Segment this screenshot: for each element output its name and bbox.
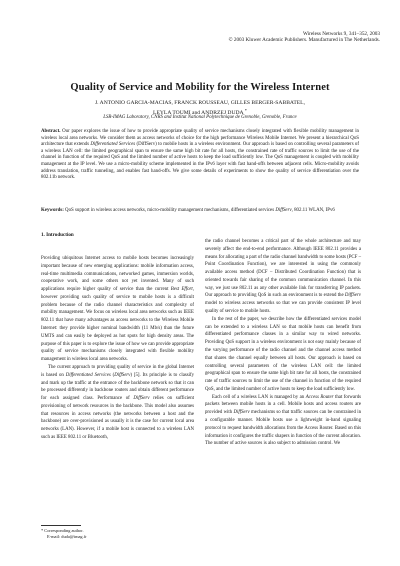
paper-title: Quality of Service and Mobility for the Wireless Internet (70, 82, 330, 93)
left-p2-b: ( (110, 372, 115, 378)
section-heading-introduction: 1. Introduction (41, 232, 74, 238)
abstract-text-2: (DiffServ) to mobile hosts in a wireless environment. Our approach is based on controlling several parameters of a wireless LAN cell: the limited geographical span to ensure the same high bit rate for all hosts, the constrained rate of traffic sources to limit the use of the channel in function of the required QoS and the limited number of active hosts to keep the load sufficiently low. The QoS management is coupled with mobility management at the IP level. We use a micro-mobility scheme implemented in the IPv6 layer with fast hand-offs between adjacent cells. Micro-mobility avoids address translation, traffic tunneling, and enables fast hand-offs. We give some details of experiments to show the quality of service differentiation over the 802.11b network. (41, 142, 359, 181)
keywords-label: Keywords: (41, 208, 64, 213)
right-p1-text: the radio channel becomes a critical part of the whole architecture and may severely affect the end-to-end performance. Although IEEE 802.11 provides a means for allocating a part of the radio channel bandwidth to some hosts (PCF – Point Coordination Function), we are interested in using the commonly available access method (DCF – Distributed Coordination Function) that is oriented towards fair sharing of the common communication channel. In this way, we just use 802.11 as any other available link for transferring IP packets. Our approach to providing QoS in such an environment is to extend the (205, 239, 361, 299)
keywords-italic: DiffServ (275, 208, 292, 213)
paragraph (41, 364, 194, 442)
right-column (205, 238, 361, 448)
footnote-line-1: * Corresponding author. (41, 528, 84, 533)
authors-line-1: J. ANTONIO GARCIA-MACIAS, FRANCK ROUSSEAU, GILLES BERGER-SABBATEL, (95, 100, 305, 106)
abstract (41, 129, 359, 182)
left-p1-rest: , however providing such quality of service to mobile hosts is a difficult problem because of the radio channel characteristics and complexity of mobility management. We focus on wireless local area networks such as IEEE 802.11 that have many advantages as access networks to the Wireless Mobile Internet: they provide higher nominal bandwidth (11 Mb/s) than the future UMTS and can easily be deployed as hot spots for high density areas. The purpose of this paper is to explore the issue of how we can provide appropriate quality of service mechanisms closely integrated with flexible mobility management in wireless local area networks. (41, 287, 194, 363)
footnote-rule (41, 525, 81, 526)
right-p2-text: In the rest of the paper, we describe how the differentiated services model can be extended to a wireless LAN so that mobile hosts can benefit from differentiated performance classes in a similar way to wired networks. Providing QoS support in a wireless environment is not easy mainly because of the varying performance of the radio channel and the channel access method that shares the channel equally between all hosts. Our approach is based on controlling several parameters of the wireless LAN cell: the limited geographical span to ensure the same high bit rate for all hosts, the constrained rate of traffic sources to limit the use of the channel in function of the required QoS, and the limited number of active hosts to keep the load sufficiently low. (205, 316, 361, 392)
left-p2-d: relies on sufficient provisioning of network resources in the backbone. This model also assumes that resources in access networks (the networks between a host and the backbone) are over-provisioned as usually it is the case for current local area networks (LAN). However, if a mobile host is connected to a wireless LAN such as IEEE 802.11 or Bluetooth, (41, 396, 194, 440)
right-p3-a: Each cell of a wireless LAN is managed by an (212, 394, 306, 400)
paragraph (205, 238, 361, 316)
paragraph (205, 316, 361, 394)
keywords (41, 208, 359, 215)
left-column (41, 255, 194, 442)
left-p2-c: ) [5]. Its principle is to classify and mark up the traffic at the entrance of the backbone network so that it can be processed differently in backbone routers and obtain different performance for each assigned class. Performance of (41, 372, 194, 402)
right-p3-b: that forwards packets between mobile hosts in a cell. Mobile hosts and access routers are provided with (205, 394, 361, 416)
affiliation: LSR-IMAG Laboratory, CNRS and Institut National Polytechnique de Grenoble, Grenoble, France (103, 115, 297, 120)
right-p1-italic: DiffServ (344, 293, 361, 299)
abstract-text-1: Our paper explores the issue of how to provide appropriate quality of service mechanisms closely integrated with flexible mobility management in wireless local area networks. We consider them as access networks of choice for the high performance Wireless Mobile Internet. We present a hierarchical QoS architecture that extends (41, 129, 359, 148)
left-p2-a: The current approach to providing quality of service in the global Internet is based on (41, 364, 194, 378)
footnote-email: E-mail: duda@imag.fr (47, 534, 87, 540)
paragraph (41, 255, 194, 364)
right-p1-rest: model to wireless access networks so that we can provide consistent IP level quality of service to mobile hosts. (205, 301, 361, 315)
journal-header (229, 31, 380, 44)
abstract-label: Abstract. (41, 129, 61, 134)
authors-line-2-text: LEYLA TOUMI and ANDRZEJ DUDA (153, 110, 244, 116)
right-p3-c: mechanisms so that traffic sources can be constrained in a configurable manner. Mobile hosts use a lightweight in-band signaling protocol to request bandwidth allocations from the Access Router. Based on this information it configures the traffic shapers in function of the current allocation. The number of active sources is also subject to admission control. We (205, 410, 361, 447)
left-p2-italic-1: Differentiated Services (65, 372, 111, 378)
right-p3-italic-1: Access Router (305, 394, 334, 400)
keywords-text-2: , 802.11 WLAN, IPv6 (291, 208, 335, 213)
left-p2-italic-3: DiffServ (133, 396, 150, 402)
journal-citation: Wireless Networks 9, 341–352, 2003 (302, 31, 380, 37)
footnote (41, 528, 87, 540)
right-p3-italic-2: DiffServ (233, 410, 250, 416)
corresponding-author-mark: * (244, 108, 247, 114)
left-p1-text: Providing ubiquitous Internet access to mobile hosts becomes increasingly important because of new emerging applications: mobile information access, real-time multimedia communications, networked games, immersion worlds, cooperative work, and some others not yet invented. Many of such applications require higher quality of service than the current (41, 256, 194, 293)
paragraph (205, 394, 361, 448)
copyright-notice: © 2003 Kluwer Academic Publishers. Manufactured in The Netherlands. (228, 37, 380, 44)
abstract-italic-term: Differentiated Services (90, 142, 136, 148)
left-p2-italic-2: DiffServ (114, 372, 131, 378)
left-p1-italic: Best Effort (170, 287, 193, 293)
keywords-text: QoS support in wireless access networks, micro-mobility management mechanisms, differentiated services (63, 208, 276, 213)
